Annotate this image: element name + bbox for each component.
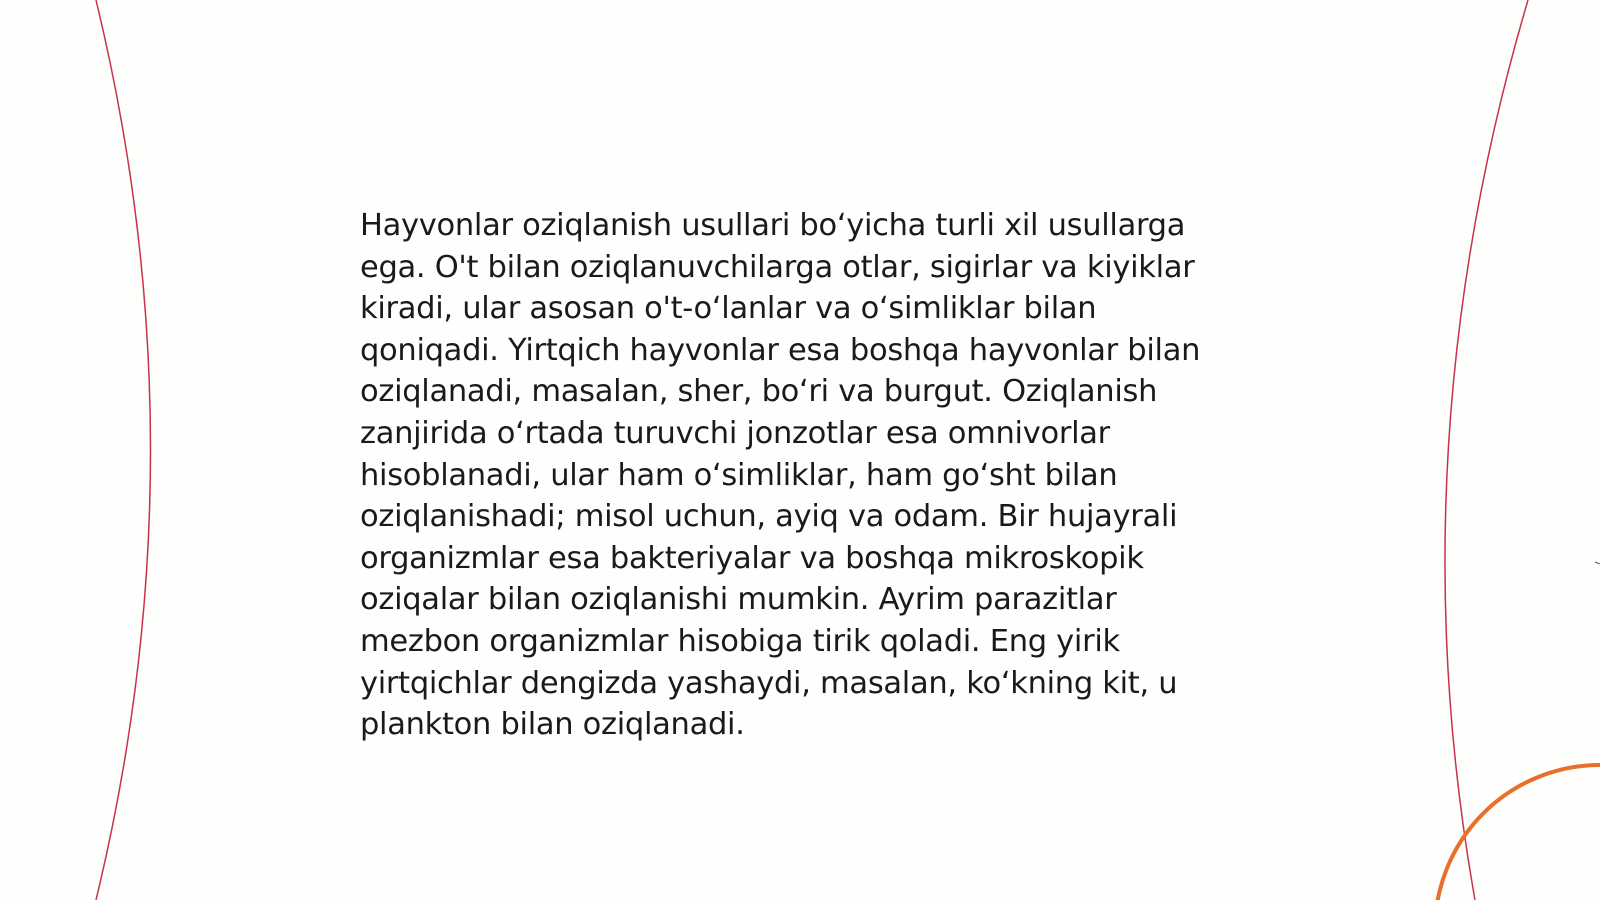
orange-accent-arc	[1435, 765, 1600, 900]
left-curve-line	[96, 0, 151, 900]
right-curve-line	[1445, 0, 1528, 900]
slide-body-text: Hayvonlar oziqlanish usullari bo‘yicha turli xil usullarga ega. O't bilan oziqlanuvchilarga otlar, sigirlar va kiyiklar kiradi, ular asosan o't-o‘lanlar va o‘simliklar bilan qoniqadi. Yirtqich hayvonlar esa boshqa hayvonlar bilan oziqlanadi, masalan, sher, bo‘ri va burgut. Oziqlanish zanjirida o‘rtada turuvchi jonzotlar esa omnivorlar hisoblanadi, ular ham o‘simliklar, ham go‘sht bilan oziqlanishadi; misol uchun, ayiq va odam. Bir hujayrali organizmlar esa bakteriyalar va boshqa mikroskopik oziqalar bilan oziqlanishi mumkin. Ayrim parazitlar mezbon organizmlar hisobiga tirik qoladi. Eng yirik yirtqichlar dengizda yashaydi, masalan, ko‘kning kit, u plankton bilan oziqlanadi.	[360, 208, 1201, 743]
small-tick-mark	[1595, 562, 1600, 564]
